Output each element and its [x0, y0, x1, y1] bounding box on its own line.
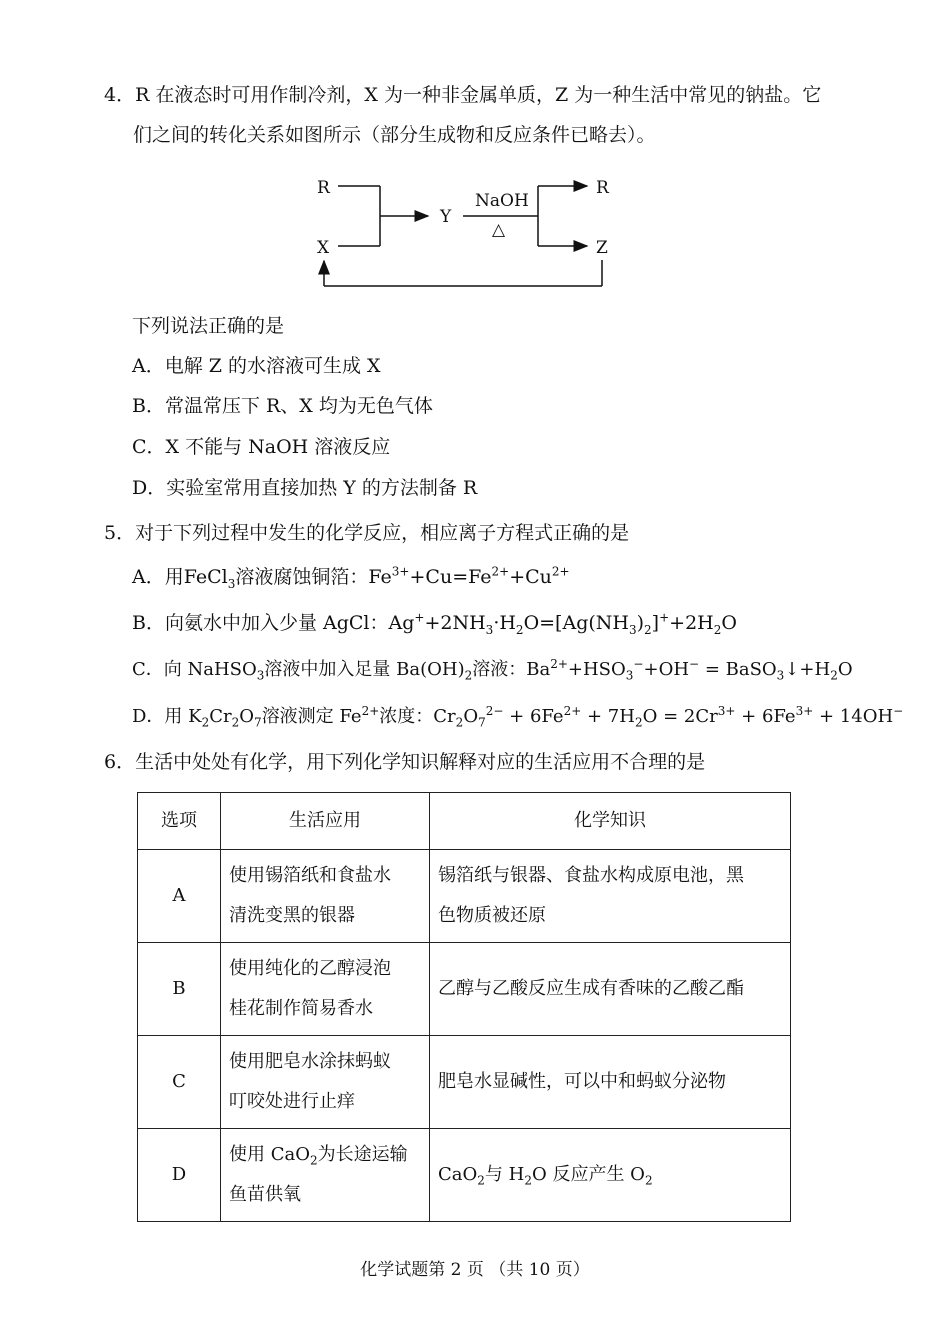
conversion-diagram [300, 168, 630, 298]
q4-line2: 们之间的转化关系如图所示（部分生成物和反应条件已略去）。 [133, 124, 656, 146]
q4-line1: 4．R 在液态时可用作制冷剂，X 为一种非金属单质，Z 为一种生活中常见的钠盐。它 [104, 84, 822, 106]
row-c-application: 使用肥皂水涂抹蚂蚁 叮咬处进行止痒 [221, 1036, 430, 1129]
row-d-option: D [138, 1129, 221, 1222]
row-d-knowledge: CaO$_2$与 $H_2O$ 反应产生 $O_2$ [430, 1129, 791, 1222]
q6-stem: 6．生活中处处有化学，用下列化学知识解释对应的生活应用不合理的是 [104, 751, 706, 773]
q4-option-a: A．电解 Z 的水溶液可生成 X [132, 355, 381, 377]
table-row [138, 1129, 791, 1222]
diagram-z-right: Z [596, 238, 608, 258]
header-option: 选项 [138, 793, 221, 850]
row-b-option: B [138, 943, 221, 1036]
q5-option-c: C．向 NaHSO$_3$溶液中加入足量 $Ba(OH)_2$溶液：$Ba^{2+}+HSO_3^-+OH^-$ = $BaSO_3↓+H_2O$ [132, 657, 853, 683]
row-c-option: C [138, 1036, 221, 1129]
q4-option-c: C．X 不能与 NaOH 溶液反应 [132, 436, 391, 458]
q4-stem: 下列说法正确的是 [132, 315, 285, 337]
row-b-knowledge: 乙醇与乙酸反应生成有香味的乙酸乙酯 [430, 943, 791, 1036]
page-footer: 化学试题第 2 页 （共 10 页） [360, 1260, 590, 1280]
row-a-knowledge: 锡箔纸与银器、食盐水构成原电池，黑 色物质被还原 [430, 850, 791, 943]
table-header-row [138, 793, 791, 850]
header-application: 生活应用 [221, 793, 430, 850]
row-d-application: 使用 CaO$_2$为长途运输 鱼苗供氧 [221, 1129, 430, 1222]
q5-option-a: A．用FeCl$_3$溶液腐蚀铜箔：$Fe^{3+}+Cu=Fe^{2+}+Cu^{2+}$ [132, 564, 570, 591]
diagram-reagent: NaOH [475, 191, 529, 211]
q4-option-b: B．常温常压下 R、X 均为无色气体 [132, 395, 433, 417]
diagram-r-left: R [317, 178, 330, 198]
table-row [138, 1036, 791, 1129]
diagram-r-right: R [596, 178, 609, 198]
q4-option-d: D．实验室常用直接加热 Y 的方法制备 R [132, 477, 478, 499]
diagram-condition: △ [492, 220, 506, 240]
q5-stem: 5．对于下列过程中发生的化学反应，相应离子方程式正确的是 [104, 522, 630, 544]
row-a-option: A [138, 850, 221, 943]
diagram-y: Y [440, 207, 452, 227]
q5-option-b: B．向氨水中加入少量 AgCl：$Ag^++2NH_3\cdot H_2O=[Ag(NH_3)_2]^++2H_2O$ [132, 610, 737, 637]
diagram-x-left: X [317, 238, 330, 258]
row-c-knowledge: 肥皂水显碱性，可以中和蚂蚁分泌物 [430, 1036, 791, 1129]
q6-table [137, 792, 791, 1222]
q5-option-d: D．用 $K_2Cr_2O_7$溶液测定 $Fe^{2+}$浓度：$Cr_2O_7^{2-} + 6Fe^{2+} + 7H_2O = 2Cr^{3+} + 6Fe^{3+} + 14OH^-$ [132, 704, 904, 730]
table-row [138, 943, 791, 1036]
header-knowledge: 化学知识 [430, 793, 791, 850]
row-a-application: 使用锡箔纸和食盐水 清洗变黑的银器 [221, 850, 430, 943]
table-row [138, 850, 791, 943]
row-b-application: 使用纯化的乙醇浸泡 桂花制作简易香水 [221, 943, 430, 1036]
